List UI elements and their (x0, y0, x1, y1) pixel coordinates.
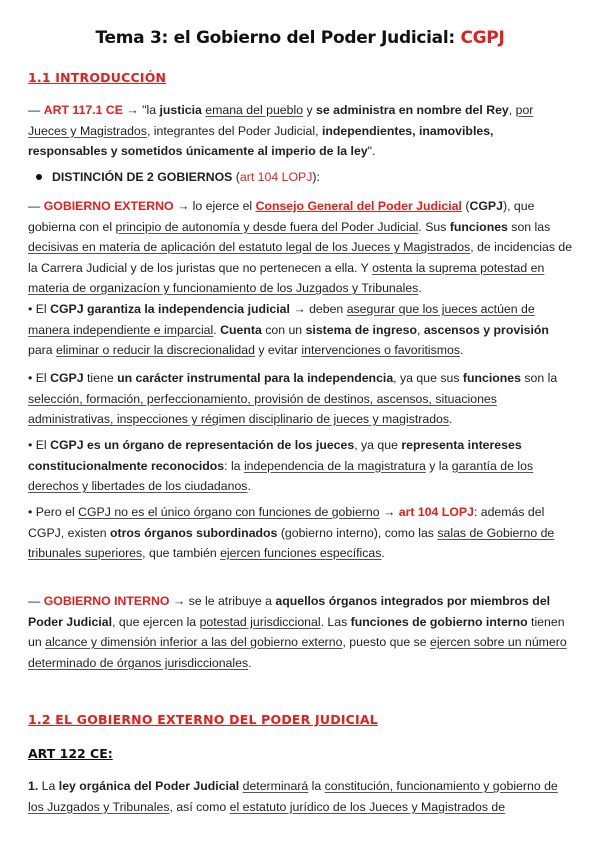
paragraph-gobierno-externo: — GOBIERNO EXTERNO → lo ejerce el Consejo General del Poder Judicial (CGPJ), que gobierna con el principio de autonomía y desde fuera del Poder Judicial. Sus funciones son las decisivas en materia de aplicación del estatuto legal de los Jueces y Magistrados, de incidencias de la Carrera Judicial y de los juristas que no pertenecen a ella. Y ostenta la suprema potestad en materia de organizacíon y funcionamiento de los Juzgados y Tribunales. (28, 199, 573, 295)
bullet-distincion: DISTINCIÓN DE 2 GOBIERNOS (art 104 LOPJ): (28, 167, 573, 188)
section-heading-gobierno-externo: 1.2 EL GOBIERNO EXTERNO DEL PODER JUDICIAL (28, 712, 378, 727)
paragraph-gobierno-interno: — GOBIERNO INTERNO → se le atribuye a aquellos órganos integrados por miembros del Poder Judicial, que ejercen la potestad jurisdiccional. Las funciones de gobierno interno tienen un alcance y dimensión inferior a las del gobierno externo, puesto que se ejercen sobre un número determinado de órganos jurisdiccionales. (28, 594, 567, 670)
paragraph-cgpj-garantiza: • El CGPJ garantiza la independencia judicial → deben asegurar que los jueces actúen de manera independiente e imparcial. Cuenta con un sistema de ingreso, ascensos y provisión para eliminar o reducir la discrecionalidad y evitar intervenciones o favoritismos. (28, 302, 549, 357)
page-title: Tema 3: el Gobierno del Poder Judicial: CGPJ (95, 28, 505, 48)
section-heading-introduccion: 1.1 INTRODUCCIÓN (28, 70, 167, 85)
paragraph-otros-organos: • Pero el CGPJ no es el único órgano con funciones de gobierno → art 104 LOPJ: además del CGPJ, existen otros órganos subordinados (gobierno interno), como las salas de Gobierno de tribunales superiores, que también ejercen funciones específicas. (28, 505, 555, 560)
subheading-art-122: ART 122 CE: (28, 746, 113, 761)
paragraph-cgpj-representacion: • El CGPJ es un órgano de representación de los jueces, ya que representa intereses constitucionalmente reconocidos: la independencia de la magistratura y la garantía de los derechos y libertades de los ciudadanos. (28, 438, 534, 493)
bullet-dot (36, 174, 42, 180)
paragraph-art-117: — ART 117.1 CE → "la justicia emana del pueblo y se administra en nombre del Rey, por Jueces y Magistrados, integrantes del Poder Judicial, independientes, inamovibles, responsables y sometidos únicamente al imperio de la ley". (28, 103, 534, 158)
paragraph-art-122-1: 1. La ley orgánica del Poder Judicial determinará la constitución, funcionamiento y gobierno de los Juzgados y Tribunales, así como el estatuto jurídico de los Jueces y Magistrados de (28, 779, 558, 814)
paragraph-cgpj-instrumental: • El CGPJ tiene un carácter instrumental para la independencia, ya que sus funciones son la selección, formación, perfeccionamiento, provisión de destinos, ascensos, situaciones administrativas, inspecciones y régimen disciplinario de jueces y magistrados. (28, 371, 558, 426)
